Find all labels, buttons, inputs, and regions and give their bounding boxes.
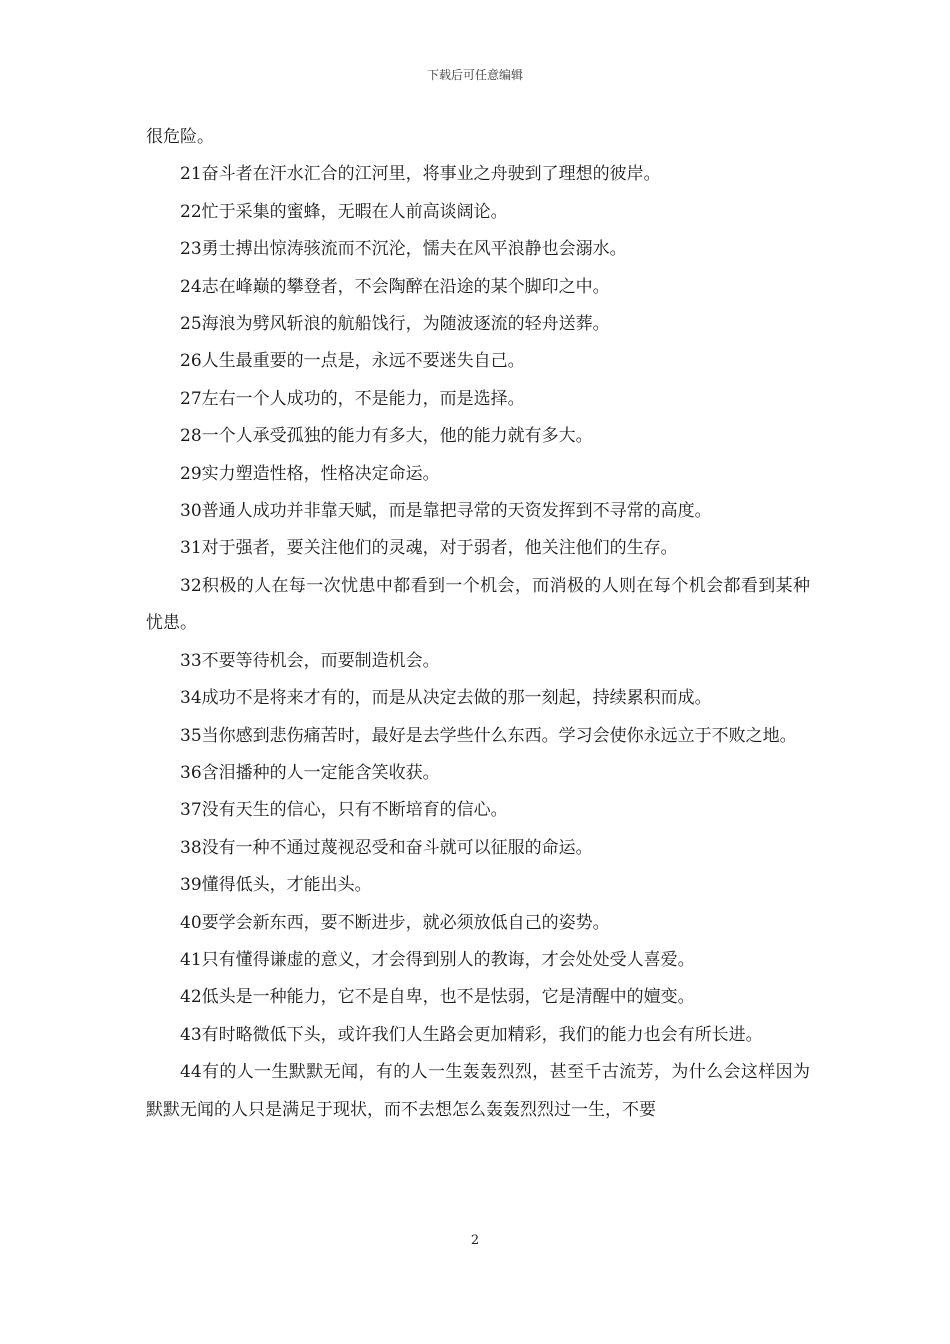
paragraph-item: 26人生最重要的一点是，永远不要迷失自己。 [180, 351, 525, 372]
paragraph-item: 31对于强者，要关注他们的灵魂，对于弱者，他关注他们的生存。 [180, 538, 678, 559]
paragraph-item: 33不要等待机会，而要制造机会。 [180, 650, 440, 671]
paragraph-item: 23勇士搏出惊涛骇流而不沉沦，懦夫在风平浪静也会溺水。 [180, 239, 627, 260]
paragraph-item: 39懂得低头，才能出头。 [180, 875, 372, 896]
paragraph-item: 24志在峰巅的攀登者，不会陶醉在沿途的某个脚印之中。 [180, 276, 610, 297]
paragraph-item: 30普通人成功并非靠天赋，而是靠把寻常的天资发挥到不寻常的高度。 [180, 501, 712, 522]
paragraph-item: 41只有懂得谦虚的意义，才会得到别人的教诲，才会处处受人喜爱。 [180, 949, 695, 970]
paragraph-item: 42低头是一种能力，它不是自卑，也不是怯弱，它是清醒中的嬗变。 [180, 987, 695, 1008]
paragraph-item: 38没有一种不通过蔑视忍受和奋斗就可以征服的命运。 [180, 837, 593, 858]
paragraph-item: 35当你感到悲伤痛苦时，最好是去学些什么东西。学习会使你永远立于不败之地。 [180, 725, 797, 746]
paragraph-item: 32积极的人在每一次忧患中都看到一个机会，而消极的人则在每个机会都看到某种忧患。 [146, 575, 810, 634]
paragraph-item: 22忙于采集的蜜蜂，无暇在人前高谈阔论。 [180, 201, 508, 222]
paragraph-item: 28一个人承受孤独的能力有多大，他的能力就有多大。 [180, 426, 593, 447]
paragraph-item: 36含泪播种的人一定能含笑收获。 [180, 762, 440, 783]
paragraph-item: 21奋斗者在汗水汇合的江河里，将事业之舟驶到了理想的彼岸。 [180, 164, 661, 185]
paragraph-item: 40要学会新东西，要不断进步，就必须放低自己的姿势。 [180, 912, 610, 933]
page-header: 下载后可任意编辑 [426, 68, 523, 82]
paragraph-item: 29实力塑造性格，性格决定命运。 [180, 463, 440, 484]
page-number: 2 [470, 1233, 480, 1248]
paragraph-item: 27左右一个人成功的，不是能力，而是选择。 [180, 388, 525, 409]
paragraph-item: 43有时略微低下头，或许我们人生路会更加精彩，我们的能力也会有所长进。 [180, 1024, 763, 1045]
document-body [146, 119, 810, 1129]
paragraph-item: 25海浪为劈风斩浪的航船饯行，为随波逐流的轻舟送葬。 [180, 314, 610, 335]
paragraph-item: 34成功不是将来才有的，而是从决定去做的那一刻起，持续累积而成。 [180, 688, 712, 709]
paragraph-item: 37没有天生的信心，只有不断培育的信心。 [180, 800, 508, 821]
paragraph-continuation: 很危险。 [146, 127, 214, 147]
paragraph-item: 44有的人一生默默无闻，有的人一生轰轰烈烈，甚至千古流芳，为什么会这样因为默默无闻的人只是满足于现状，而不去想怎么轰轰烈烈过一生，不要 [146, 1062, 810, 1120]
